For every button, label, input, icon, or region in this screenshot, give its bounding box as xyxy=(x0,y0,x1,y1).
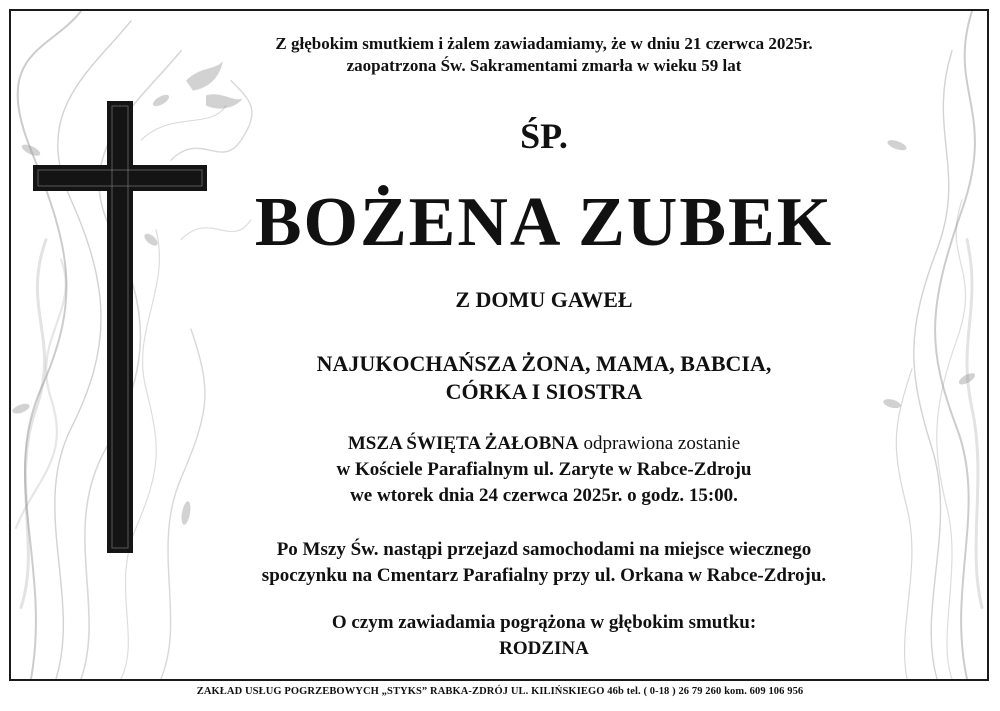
deceased-name: BOŻENA ZUBEK xyxy=(254,184,834,261)
mass-title: MSZA ŚWIĘTA ŻAŁOBNA xyxy=(347,433,579,454)
mass-line-1-rest: odprawiona zostanie xyxy=(578,433,741,454)
title-prefix: ŚP. xyxy=(520,116,568,156)
obituary-frame xyxy=(9,9,989,681)
role-line-1: NAJUKOCHAŃSZA ŻONA, MAMA, BABCIA, xyxy=(316,351,772,376)
maiden-name: Z DOMU GAWEŁ xyxy=(455,287,633,312)
mass-line-1 xyxy=(161,431,927,456)
mass-line-2: w Kościele Parafialnym ul. Zaryte w Rabce-Zdroju xyxy=(336,459,752,480)
funeral-home-footer: ZAKŁAD USŁUG POGRZEBOWYCH „STYKS” RABKA-ZDRÓJ UL. KILIŃSKIEGO 46b tel. ( 0-18 ) 26 79 260 kom. 609 106 956 xyxy=(196,686,804,697)
closing-line: O czym zawiadamia pogrążona w głębokim smutku: xyxy=(331,612,757,633)
intro-line-2: zaopatrzona Św. Sakramentami zmarła w wieku 59 lat xyxy=(346,56,742,75)
route-line-2: spoczynku na Cmentarz Parafialny przy ul. Orkana w Rabce-Zdroju. xyxy=(261,565,827,586)
mass-line-3: we wtorek dnia 24 czerwca 2025r. o godz. 15:00. xyxy=(350,485,738,506)
intro-line-1: Z głębokim smutkiem i żalem zawiadamiamy, że w dniu 21 czerwca 2025r. xyxy=(275,34,813,53)
obituary-content xyxy=(161,11,927,679)
signature: RODZINA xyxy=(499,638,589,659)
role-line-2: CÓRKA I SIOSTRA xyxy=(445,379,643,404)
route-line-1: Po Mszy Św. nastąpi przejazd samochodami na miejsce wiecznego xyxy=(276,539,812,560)
